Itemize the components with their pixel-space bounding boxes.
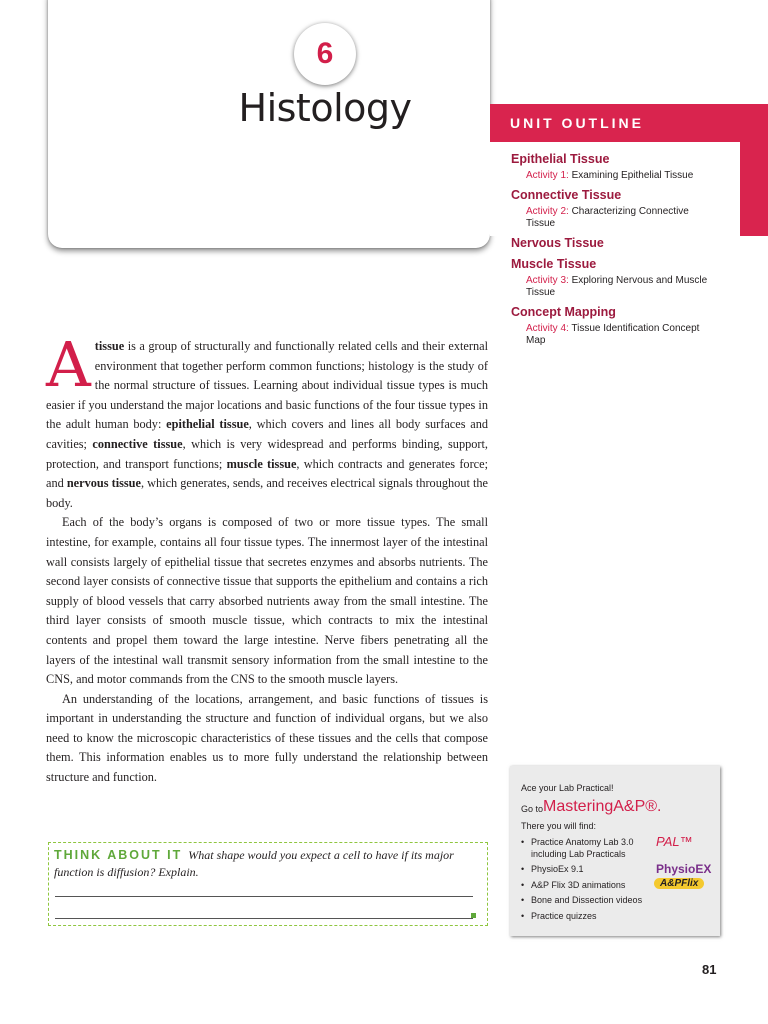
activity-text: Exploring Nervous and Muscle Tissue — [526, 275, 708, 298]
answer-line[interactable] — [55, 896, 473, 897]
understanding-paragraph: An understanding of the locations, arrangement, and basic functions of tissues is important in understanding the structure and function of individual organs, but we also need to know the microscopic characteristics of these tissues and the cells that compose them. This information enables us to more fully understand the relationship between structure and function. — [46, 691, 488, 785]
activity-tag: Activity 4: — [526, 323, 569, 334]
outline-section-title[interactable]: Epithelial Tissue — [511, 152, 610, 166]
outline-bar-tab — [740, 130, 768, 236]
list-item: • Bone and Dissection videos — [521, 895, 661, 907]
think-about-it-label: THINK ABOUT IT — [54, 848, 183, 862]
outline-section-nervous — [511, 235, 716, 251]
pal-logo-icon: PAL™ — [656, 834, 693, 849]
physioex-logo-icon: PhysioEX — [656, 862, 712, 876]
outline-section-muscle — [511, 256, 716, 299]
term-muscle: muscle tissue — [226, 456, 297, 471]
page-number: 81 — [702, 962, 717, 977]
mastering-ad-box[interactable] — [510, 766, 720, 936]
list-item: • Practice quizzes — [521, 911, 661, 923]
outline-activity[interactable] — [526, 275, 716, 299]
ad-goto: Go to — [521, 804, 544, 814]
chapter-number: 6 — [294, 23, 356, 85]
think-about-it-box — [48, 842, 488, 926]
outline-activity[interactable] — [526, 170, 716, 182]
outline-section-title[interactable]: Nervous Tissue — [511, 236, 604, 250]
activity-tag: Activity 2: — [526, 206, 569, 217]
mastering-ap-link[interactable]: MasteringA&P®. — [543, 798, 662, 815]
chapter-title: Histology — [238, 86, 412, 130]
activity-text: Tissue Identification Concept Map — [526, 323, 700, 346]
term-tissue: tissue — [94, 339, 125, 353]
organs-paragraph: Each of the body’s organs is composed of two or more tissue types. The small intestine, for example, contains all four tissue types. The innermost layer of the intestinal wall consists largely of epithelial tissue that secretes enzymes and absorbs nutrients. The second layer consists of connective tissue that supports the epithelium and contains a rich supply of blood vessels that carry absorbed nutrients away from the small intestine. The third layer consists of smooth muscle tissue, which contracts to mix the intestinal contents and propel them toward the large intestine. Nerve fibers penetrating all the layers of the intestinal wall transmit sensory information from the small intestine to the CNS, and motor commands from the CNS to the smooth muscle layers. — [46, 515, 488, 687]
text-run: , which is very widespread and performs binding, support, protection, and transport functions; — [46, 436, 488, 471]
outline-section-title[interactable]: Connective Tissue — [511, 188, 622, 202]
outline-activity[interactable] — [526, 323, 716, 347]
outline-section-title[interactable]: Muscle Tissue — [511, 257, 597, 271]
chapter-card — [48, 0, 490, 248]
outline-section-concept — [511, 304, 716, 347]
think-about-it-text — [54, 847, 484, 881]
intro-paragraph — [46, 328, 489, 513]
activity-text: Examining Epithelial Tissue — [568, 170, 694, 181]
outline-section-connective — [511, 187, 716, 230]
text-run: , which generates, sends, and receives electrical signals throughout the body. — [46, 476, 488, 510]
unit-outline-bar — [490, 104, 768, 142]
outline-activity[interactable] — [526, 206, 716, 230]
list-item: • PhysioEx 9.1 — [521, 864, 661, 876]
outline-section-title[interactable]: Concept Mapping — [511, 305, 616, 319]
text-run: , which contracts and generates force; and — [46, 456, 489, 491]
unit-outline-heading: UNIT OUTLINE — [510, 115, 644, 131]
drop-cap: A — [46, 328, 91, 401]
ad-tagline: Ace your Lab Practical! — [521, 783, 614, 793]
term-nervous: nervous tissue — [66, 476, 141, 491]
end-mark-icon — [471, 913, 476, 918]
think-question: What shape would you expect a cell to have if its major function is diffusion? Explain. — [54, 848, 454, 879]
list-item: • Practice Anatomy Lab 3.0 including Lab Practicals — [521, 837, 661, 860]
answer-line[interactable] — [55, 918, 473, 919]
list-item: • A&P Flix 3D animations — [521, 880, 661, 892]
activity-tag: Activity 3: — [526, 275, 569, 286]
apflix-logo-icon: A&PFlix — [654, 878, 704, 889]
activity-tag: Activity 1: — [526, 170, 569, 181]
body-text — [46, 328, 489, 788]
term-epithelial: epithelial tissue — [166, 417, 249, 432]
activity-text: Characterizing Connective Tissue — [526, 206, 689, 229]
text-run: is a group of structurally and functionally related cells and their external environment that together perform common functions; histology is the study of the normal structure of tissues. Learning about individual tissue types is much easier if you understand the major locations and basic functions of the four tissue types in the adult human body: — [46, 339, 488, 432]
outline-section-epithelial — [511, 151, 716, 182]
ad-find: There you will find: — [521, 821, 597, 831]
unit-outline-list — [511, 151, 716, 352]
text-run: , which covers and lines all body surfaces and cavities; — [46, 417, 489, 451]
ad-list — [521, 837, 661, 926]
term-connective: connective tissue — [92, 436, 183, 451]
